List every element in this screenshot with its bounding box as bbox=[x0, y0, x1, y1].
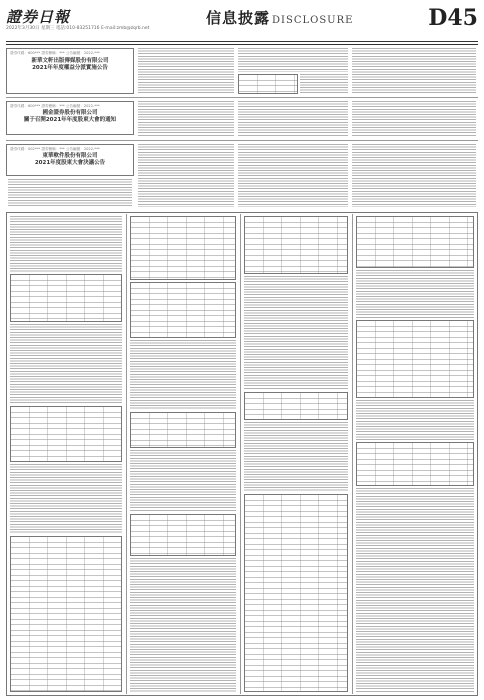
lower-col2-table-a bbox=[130, 216, 236, 280]
notice-subtitle-1: 2021年年度權益分派實施公告 bbox=[32, 65, 108, 71]
notice-1-body-col2 bbox=[138, 48, 234, 94]
lower-col3-text-a bbox=[244, 276, 348, 390]
notice-subtitle-3: 2021年度股東大會決議公告 bbox=[34, 160, 106, 166]
notice-title-1: 新華文軒出版傳媒股份有限公司 bbox=[31, 58, 109, 64]
col-divider-3 bbox=[352, 214, 353, 694]
notice-2-body-col2 bbox=[138, 101, 234, 137]
lower-col1-text-b bbox=[10, 324, 122, 404]
notice-1-body-col3b bbox=[300, 74, 348, 94]
lower-col1-text-c bbox=[10, 464, 122, 534]
notice-3-body-col3 bbox=[238, 144, 348, 207]
lower-col1-table-a bbox=[10, 274, 122, 322]
lower-col3-text-b bbox=[244, 422, 348, 492]
notice-title-3: 東華軟件股份有限公司 bbox=[42, 153, 98, 159]
lower-col1-text-a bbox=[10, 216, 122, 272]
lower-col2-table-d bbox=[130, 514, 236, 556]
lower-col4-text-a bbox=[356, 270, 474, 318]
section-title-en: DISCLOSURE bbox=[272, 15, 354, 26]
newspaper-logo: 證券日報 bbox=[6, 8, 71, 26]
lower-col2-table-b bbox=[130, 282, 236, 338]
col-divider-1 bbox=[126, 214, 127, 694]
notice-1-table bbox=[238, 74, 298, 94]
masthead-rule-thin bbox=[6, 44, 478, 45]
divider-1 bbox=[6, 97, 478, 98]
notice-1-body-col4 bbox=[352, 48, 476, 94]
lower-col4-table-c bbox=[356, 442, 474, 486]
lower-col4-text-c bbox=[356, 488, 474, 692]
notice-box-2 bbox=[6, 101, 134, 135]
masthead-meta: 2022年3月30日 星期三 電話:010-83251716 E-mail:zmb@zqrb.net bbox=[6, 26, 150, 31]
lower-col4-text-b bbox=[356, 400, 474, 440]
divider-2 bbox=[6, 140, 478, 141]
lower-col4-table-b bbox=[356, 320, 474, 398]
notice-3-body-col2 bbox=[138, 144, 234, 207]
notice-code-2: 證券代碼：600*** 證券簡稱：*** 公告編號：2022-*** bbox=[10, 104, 100, 108]
notice-3-body-col4 bbox=[352, 144, 476, 207]
lower-col3-table-a bbox=[244, 216, 348, 274]
notice-code-3: 證券代碼：002*** 證券簡稱：*** 公告編號：2022-*** bbox=[10, 147, 100, 151]
notice-1-body-col3 bbox=[238, 48, 348, 72]
lower-col4-table-a bbox=[356, 216, 474, 268]
notice-title-2: 國金證券股份有限公司 bbox=[42, 110, 98, 116]
notice-box-3 bbox=[6, 144, 134, 176]
notice-3-body-col1 bbox=[8, 179, 132, 207]
lower-col3-table-c bbox=[244, 494, 348, 692]
page-number: D45 bbox=[428, 5, 478, 31]
lower-col1-table-c bbox=[10, 536, 122, 692]
lower-col2-text-a bbox=[130, 340, 236, 410]
lower-col2-table-c bbox=[130, 412, 236, 448]
col-divider-2 bbox=[240, 214, 241, 694]
lower-col1-table-b bbox=[10, 406, 122, 462]
notice-code-1: 證券代碼：600*** 證券簡稱：*** 公告編號：2022-*** bbox=[10, 51, 100, 55]
lower-col2-text-c bbox=[130, 558, 236, 692]
masthead bbox=[6, 6, 478, 38]
notice-2-body-col4 bbox=[352, 101, 476, 137]
masthead-rule bbox=[6, 41, 478, 42]
lower-col3-table-b bbox=[244, 392, 348, 420]
lower-col2-text-b bbox=[130, 450, 236, 512]
section-title-cn: 信息披露 bbox=[206, 9, 271, 27]
section-title bbox=[206, 7, 353, 28]
notice-subtitle-2: 關于召開2021年年度股東大會的通知 bbox=[23, 117, 117, 123]
notice-box-1 bbox=[6, 48, 134, 94]
notice-2-body-col3 bbox=[238, 101, 348, 137]
